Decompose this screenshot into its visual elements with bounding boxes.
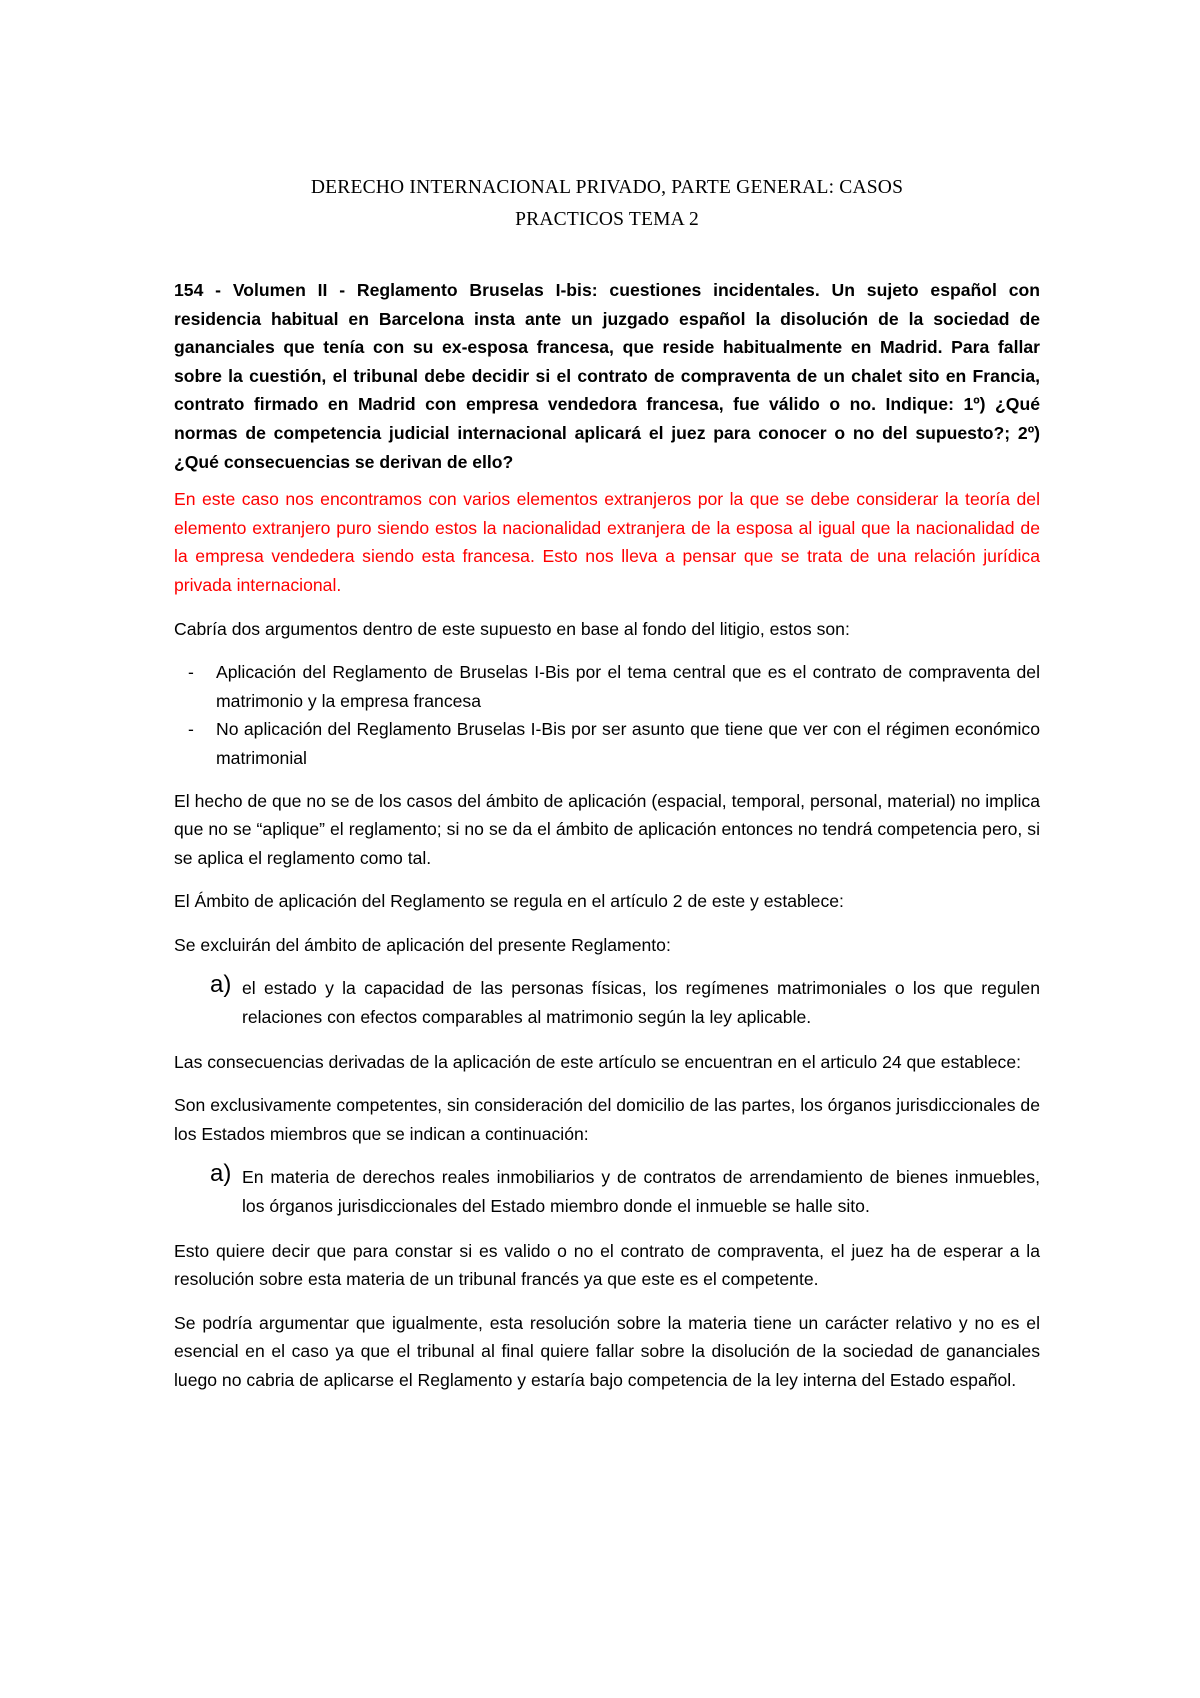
article-2-item-a	[174, 971, 1040, 1031]
title-line-2: PRACTICOS TEMA 2	[515, 209, 699, 230]
excluiran-paragraph: Se excluirán del ámbito de aplicación del presente Reglamento:	[174, 934, 671, 955]
item-text: En materia de derechos reales inmobiliarios y de contratos de arrendamiento de bienes inmuebles, los órganos jurisdiccionales del Estado miembro donde el inmueble se halle sito.	[242, 1167, 1040, 1217]
item-marker: a)	[210, 971, 232, 999]
case-question: 154 - Volumen II - Reglamento Bruselas I-bis: cuestiones incidentales. Un sujeto español con residencia habitual en Barcelona insta ante un juzgado español la disolución de la sociedad de gananciales que tenía con su ex-esposa francesa, que reside habitualmente en Madrid. Para fallar sobre la cuestión, el tribunal debe decidir si el contrato de compraventa de un chalet sito en Francia, contrato firmado en Madrid con empresa vendedora francesa, fue válido o no. Indique: 1º) ¿Qué normas de competencia judicial internacional aplicará el juez para conocer o no del supuesto?; 2º) ¿Qué consecuencias se derivan de ello?	[174, 280, 1040, 472]
conclusion-paragraph: Esto quiere decir que para constar si es valido o no el contrato de compraventa, el juez ha de esperar a la resolución sobre esta materia de un tribunal francés ya que este es el competente.	[174, 1240, 1040, 1290]
answer-paragraph: En este caso nos encontramos con varios elementos extranjeros por la que se debe considerar la teoría del elemento extranjero puro siendo estos la nacionalidad extranjera de la esposa al igual que la nacionalidad de la empresa vendedera siendo esta francesa. Esto nos lleva a pensar que se trata de una relación jurídica privada internacional.	[174, 489, 1040, 595]
article-24-item-a	[174, 1160, 1040, 1220]
list-item-text: No aplicación del Reglamento Bruselas I-Bis por ser asunto que tiene que ver con el régimen económico matrimonial	[216, 719, 1040, 768]
arguments-paragraph: Cabría dos argumentos dentro de este supuesto en base al fondo del litigio, estos son:	[174, 618, 850, 639]
list-item-text: Aplicación del Reglamento de Bruselas I-Bis por el tema central que es el contrato de compraventa del matrimonio y la empresa francesa	[216, 662, 1040, 711]
consecuencias-paragraph: Las consecuencias derivadas de la aplicación de este artículo se encuentran en el articulo 24 que establece:	[174, 1051, 1021, 1072]
ambito-paragraph: El Ámbito de aplicación del Reglamento se regula en el artículo 2 de este y establece:	[174, 891, 844, 912]
argument-paragraph: Se podría argumentar que igualmente, esta resolución sobre la materia tiene un carácter relativo y no es el esencial en el caso ya que el tribunal al final quiere fallar sobre la disolución de la sociedad de gananciales luego no cabria de aplicarse el Reglamento y estaría bajo competencia de la ley interna del Estado español.	[174, 1312, 1040, 1390]
hecho-paragraph: El hecho de que no se de los casos del ámbito de aplicación (espacial, temporal, personal, material) no implica que no se “aplique” el reglamento; si no se da el ámbito de aplicación entonces no tendrá competencia pero, si se aplica el reglamento como tal.	[174, 790, 1040, 868]
arguments-list	[174, 658, 1040, 772]
dash-marker: -	[188, 719, 194, 740]
title-line-1: DERECHO INTERNACIONAL PRIVADO, PARTE GENERAL: CASOS	[310, 177, 904, 198]
dash-marker: -	[188, 662, 194, 683]
exclusivamente-paragraph: Son exclusivamente competentes, sin consideración del domicilio de las partes, los órganos jurisdiccionales de los Estados miembros que se indican a continuación:	[174, 1095, 1040, 1144]
list-item	[174, 715, 1040, 772]
item-marker: a)	[210, 1160, 232, 1188]
list-item	[174, 658, 1040, 715]
document-title	[174, 172, 1040, 236]
item-text: el estado y la capacidad de las personas físicas, los regímenes matrimoniales o los que regulen relaciones con efectos comparables al matrimonio según la ley aplicable.	[242, 978, 1040, 1028]
